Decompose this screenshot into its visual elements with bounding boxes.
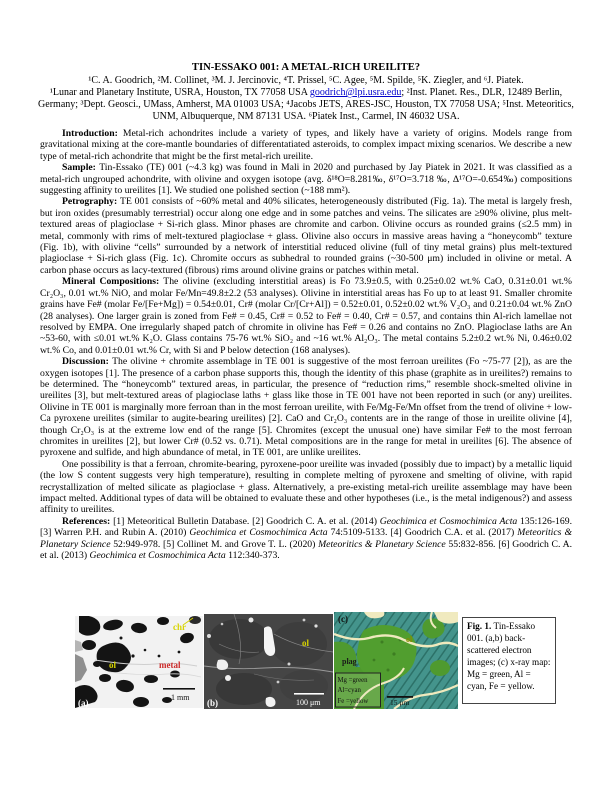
panel-a-label-metal: metal	[159, 660, 181, 670]
abstract-body	[40, 128, 572, 561]
paper-title: TIN-ESSAKO 001: A METAL-RICH UREILITE?	[191, 62, 421, 73]
panel-c-legend-fe: Fe =yellow	[337, 698, 369, 705]
figure-caption: Fig. 1. Tin-Essako 001. (a,b) back-scattered electron images; (c) x-ray map: Mg = green, Al = cyan, Fe = yellow.	[462, 617, 556, 704]
panel-a-scalebar	[163, 688, 195, 690]
panel-b-scale-label: 100 μm	[296, 698, 321, 707]
paragraph-petrography: Petrography: TE 001 consists of ~60% metal and 40% silicates, heterogeneously distributed (Fig. 1a). The metal is largely fresh, but iron oxides (presumably terrestrial) occur along one edge and in some patches and veins. The silicates are ≥90% olivine, plus melt-textured areas of plagioclase + Si-rich glass. Minor phases are chromite and carbon. Olivine occurs as rounded grains (≤2.5 mm) in metal, commonly with rims of melt-textured plagioclase + glass. Olivine also occurs in massive areas having a “honeycomb” texture (Fig. 1b), with olivine “cells” surrounded by a network of interstitial reduced olivine (full of tiny metal grains) plus melt-textured plagioclase + Si-rich glass (Fig. 1c). Chromite occurs as subhedral to rounded grains (~30-500 μm) included in olivine or metal. A carbon phase occurs as lacy-textured (fibrous) rims around olivine grains or patches within metal.	[40, 196, 572, 276]
figure-panel-b	[204, 614, 333, 709]
affiliations-block: ¹Lunar and Planetary Institute, USRA, Houston, TX 77058 USA goodrich@lpi.usra.edu; ²Inst. Planet. Res., DLR, 12489 Berlin, Germany; ³Dept. Geosci., UMass, Amherst, MA 01003 USA; ⁴Jacobs JETS, ARES-JSC, Houston, TX 77058 USA; ⁵Inst. Meteoritics, UNM, Albuquerque, NM 87131 USA. ⁶Piatek Inst., Carmel, IN 46032 USA.	[38, 87, 574, 122]
panel-c-letter: (c)	[338, 614, 348, 624]
panel-a-label-ol: ol	[109, 660, 117, 670]
panel-c-legend-mg: Mg =green	[337, 677, 368, 684]
paragraph-introduction: Introduction: Metal-rich achondrites include a variety of types, and likely have a variety of origins. Models range from gravitational mixing at the core-mantle boundaries of differentatiated asteroids, to complex impact mixing scenarios. We describe a new type of metal-rich achondrite that might be the first metal-rich ureilite.	[40, 128, 572, 162]
figure-panel-c	[334, 612, 458, 709]
panel-c-label-plag: plag	[342, 657, 357, 666]
panel-a-label-chr: chr	[173, 622, 186, 632]
panel-c-label-ol: ol	[406, 635, 413, 644]
panel-a-scale-label: 1 mm	[171, 693, 190, 702]
panel-a-image	[75, 616, 203, 708]
panel-b-scalebar	[294, 693, 324, 695]
figure-1	[75, 612, 551, 709]
figure-panel-a	[75, 616, 203, 708]
panel-c-legend-al: Al=cyan	[337, 687, 361, 694]
paper-header	[0, 0, 612, 123]
panel-c-scale-label: 15 μm	[390, 698, 410, 707]
paragraph-discussion: Discussion: The olivine + chromite assemblage in TE 001 is suggestive of the most ferroan ureilites (Fo ~75-77 [2]), as are the oxygen isotopes [1]. The presence of a carbon phase supports this, though the identity of this phase (graphite as in ureilites?) remains to be determined. The “honeycomb” textured areas, in particular, the presence of “reduction rims,” resemble shock-smelted olivine in ureilites [3], but melt-textured areas of plagioclase laths + glass like those in TE 001 have not been reported in such (or any) ureilites. Olivine in TE 001 is marginally more ferroan than in the most ferroan ureilite, with Fe/Mg-Fe/Mn offset from the trend of olivine + low-Ca pyroxene ureilites (similar to augite-bearing ureilites) [2]. CaO and Cr₂O₃ contents are in the range of those in ureilite olivine [4], though Cr₂O₃ is at the extreme low end of the range [5]. Chromites (except the unusual one) have similar Fe# to the most ferroan chromites in ureilites [2], but lower Cr# (0.52 vs. 0.71). Metal compositions are in the range for metal in ureilites [6]. The absence of pyroxene and sulfide, and high abundance of metal, in TE 001, are unlike ureilites.	[40, 356, 572, 459]
authors-line: ¹C. A. Goodrich, ²M. Collinet, ³M. J. Jercinovic, ⁴T. Prissel, ⁵C. Agee, ⁵M. Spilde, ⁵K. Ziegler, and ⁶J. Piatek.	[88, 75, 524, 86]
email-link[interactable]: goodrich@lpi.usra.edu	[309, 87, 402, 98]
paragraph-sample: Sample: Tin-Essako (TE) 001 (~4.3 kg) was found in Mali in 2020 and purchased by Jay Piatek in 2021. It was classified as a metal-rich ungrouped achondrite, with olivine and oxygen isotope (avg. δ¹⁸O=8.281‰, δ¹⁷O=3.718 ‰, Δ¹⁷O=-0.654‰) compositions suggesting affinity to ureilites [1]. We studied one polished section (~188 mm²).	[40, 162, 573, 197]
paragraph-mineral-compositions: Mineral Compositions: The olivine (excluding interstitial areas) is Fo 73.9±0.5, with 0.25±0.02 wt.% CaO, 0.31±0.01 wt.% Cr₂O₃, 0.01 wt.% NiO, and molar Fe/Mn=49.8±2.2 (53 analyses). Olivine in interstitial areas has Fo up to at least 91. Smaller chromite grains have Fe# (molar Fe/[Fe+Mg]) = 0.54±0.01, Cr# (molar Cr/[Cr+Al]) = 0.52±0.01, 0.52±0.02 wt.% V₂O₃ and 0.21±0.04 wt.% ZnO (28 analyses). One larger grain is zoned from Fe# = 0.45, Cr# = 0.52 to Fe# = 0.40, Cr# = 0.57, and contains thin Al-rich lamellae not resolved by EMPA. One irregularly shaped patch of chromite in olivine has Fe# = 0.26 and contains no ZnO. Plagioclase laths are An ~53-60, with ≤0.01 wt.% K₂O. Glass contains 75-76 wt.% SiO₂ and ~16 wt.% Al₂O₃. The metal contains 5.2±0.2 wt.% Ni, 0.46±0.02 wt.% Co, and 0.01±0.01 wt.% Cr, with Si and P below detection (168 analyses).	[40, 276, 572, 356]
panel-b-letter: (b)	[207, 698, 218, 708]
panel-a-letter: (a)	[78, 698, 89, 708]
paragraph-hypothesis: One possibility is that a ferroan, chromite-bearing, pyroxene-poor ureilite was invaded (possibly due to impact) by a metallic liquid (the low S content suggests very high temperature), resulting in complete melting of pyroxene and smelting of olivine, with rapid recrystallization of melted silicate as plagioclase + glass. Alternatively, a pre-existing metal-rich ureilite assemblage may have been impact melted. Additional types of data will be obtained to evaluate these and other hypotheses (i.e., is the metal indigenous?) and assess affinity to ureilites.	[40, 458, 572, 516]
panel-b-image	[204, 614, 333, 709]
paragraph-references: References: [1] Meteoritical Bulletin Database. [2] Goodrich C. A. et al. (2014) Geochimica et Cosmochimica Acta 135:126-169. [3] Warren P.H. and Rubin A. (2010) Geochimica et Cosmochimica Acta 74:5109-5133. [4] Goodrich C.A. et al. (2017) Meteoritics & Planetary Science 52:949-978. [5] Collinet M. and Grove T. L. (2020) Meteoritics & Planetary Science 55:832-856. [6] Goodrich C. A. et al. (2013) Geochimica et Cosmochimica Acta 112:340-373.	[40, 515, 573, 562]
panel-b-label-ol: ol	[302, 638, 310, 648]
panel-c-image	[334, 612, 458, 709]
